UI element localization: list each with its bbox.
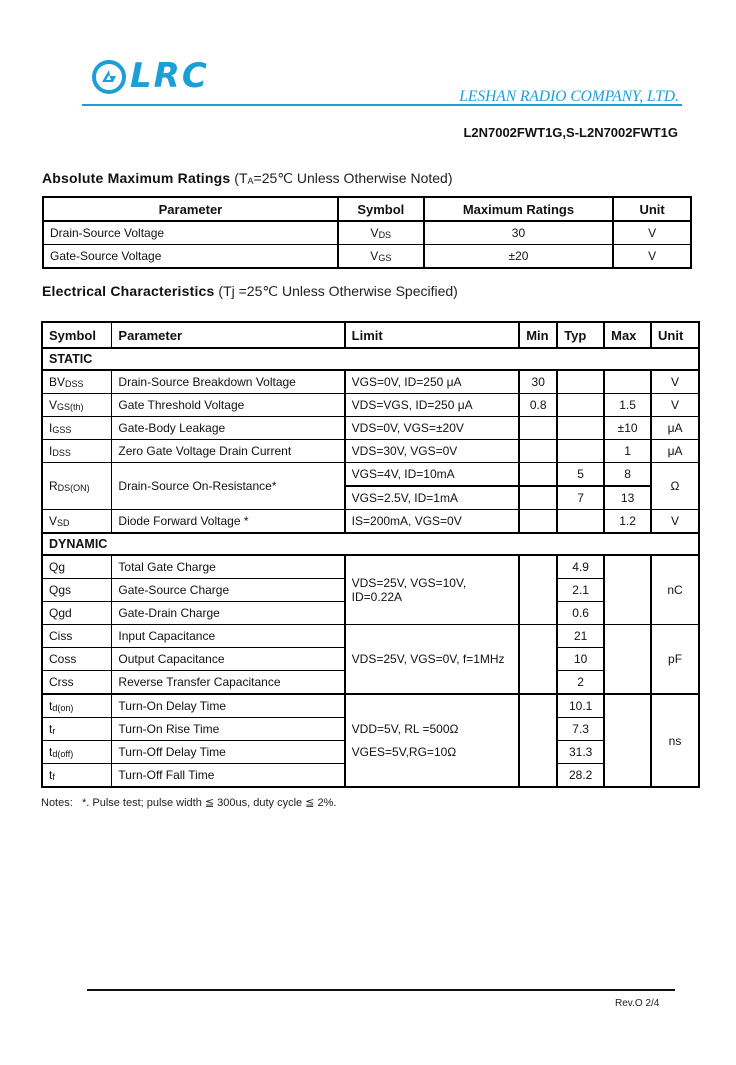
header-min: Min bbox=[519, 322, 557, 348]
limit-cell: VDS=0V, VGS=±20V bbox=[345, 417, 520, 440]
header-unit: Unit bbox=[651, 322, 699, 348]
table-row bbox=[42, 555, 699, 579]
symbol-cell: $V_{GS}$ bbox=[338, 245, 424, 269]
typ-cell: 4.9 bbox=[557, 555, 604, 579]
max-cell: 13 bbox=[604, 486, 651, 510]
parameter-cell: Drain-Source Voltage bbox=[43, 221, 338, 245]
table-row bbox=[42, 694, 699, 718]
symbol-cell: $V_{GS(th)}$ bbox=[42, 394, 112, 417]
logo-text: LRC bbox=[130, 56, 209, 96]
parameter-cell: Gate-Source Voltage bbox=[43, 245, 338, 269]
min-cell bbox=[519, 694, 557, 787]
table-row bbox=[42, 625, 699, 648]
parameter-cell: Turn-On Delay Time bbox=[112, 694, 345, 718]
symbol-cell: $R_{DS(ON)}$ bbox=[42, 463, 112, 510]
symbol-cell: $t_r$ bbox=[42, 718, 112, 741]
table-row bbox=[42, 463, 699, 487]
value-cell: ±20 bbox=[424, 245, 613, 269]
parameter-cell: Reverse Transfer Capacitance bbox=[112, 671, 345, 695]
table-header-row bbox=[42, 322, 699, 348]
part-number: L2N7002FWT1G,S-L2N7002FWT1G bbox=[463, 125, 678, 140]
symbol-cell: $t_f$ bbox=[42, 764, 112, 788]
parameter-cell: Output Capacitance bbox=[112, 648, 345, 671]
limit-cell bbox=[345, 694, 520, 787]
lrc-logo bbox=[92, 58, 222, 100]
parameter-cell: Total Gate Charge bbox=[112, 555, 345, 579]
min-cell bbox=[519, 463, 557, 487]
unit-cell: V bbox=[651, 510, 699, 534]
table-row bbox=[42, 440, 699, 463]
unit-cell: V bbox=[651, 370, 699, 394]
table-row bbox=[42, 510, 699, 534]
table-row bbox=[42, 370, 699, 394]
value-cell: 30 bbox=[424, 221, 613, 245]
typ-cell bbox=[557, 510, 604, 534]
parameter-cell: Gate-Source Charge bbox=[112, 579, 345, 602]
parameter-cell: Diode Forward Voltage * bbox=[112, 510, 345, 534]
typ-cell: 2.1 bbox=[557, 579, 604, 602]
max-cell: 1 bbox=[604, 440, 651, 463]
table-row bbox=[42, 417, 699, 440]
limit-cell: IS=200mA, VGS=0V bbox=[345, 510, 520, 534]
typ-cell bbox=[557, 370, 604, 394]
parameter-cell: Turn-Off Fall Time bbox=[112, 764, 345, 788]
limit-cell: VGS=4V, ID=10mA bbox=[345, 463, 520, 487]
parameter-cell: Gate-Drain Charge bbox=[112, 602, 345, 625]
electrical-table bbox=[41, 321, 700, 788]
symbol-cell: $t_{d(on)}$ bbox=[42, 694, 112, 718]
min-cell bbox=[519, 555, 557, 625]
max-cell: 1.2 bbox=[604, 510, 651, 534]
symbol-cell: $BV_{DSS}$ bbox=[42, 370, 112, 394]
typ-cell: 31.3 bbox=[557, 741, 604, 764]
typ-cell: 28.2 bbox=[557, 764, 604, 788]
symbol-cell: $V_{DS}$ bbox=[338, 221, 424, 245]
max-cell bbox=[604, 625, 651, 695]
notes bbox=[41, 796, 336, 809]
max-cell bbox=[604, 370, 651, 394]
table-header-row bbox=[43, 197, 691, 221]
header-symbol: Symbol bbox=[42, 322, 112, 348]
typ-cell bbox=[557, 440, 604, 463]
unit-cell: pF bbox=[651, 625, 699, 695]
unit-cell: μA bbox=[651, 440, 699, 463]
header-unit: Unit bbox=[613, 197, 691, 221]
parameter-cell: Gate Threshold Voltage bbox=[112, 394, 345, 417]
unit-cell: V bbox=[613, 245, 691, 269]
limit-line-2: VGES=5V,RG=10Ω bbox=[351, 744, 457, 759]
typ-cell: 0.6 bbox=[557, 602, 604, 625]
unit-cell: V bbox=[651, 394, 699, 417]
symbol-cell: Qgd bbox=[42, 602, 112, 625]
parameter-cell: Zero Gate Voltage Drain Current bbox=[112, 440, 345, 463]
absolute-max-heading: Absolute Maximum Ratings bbox=[42, 170, 231, 186]
revision-page: Rev.O 2/4 bbox=[615, 998, 660, 1009]
notes-label: Notes: bbox=[41, 797, 73, 809]
parameter-cell: Input Capacitance bbox=[112, 625, 345, 648]
typ-cell: 21 bbox=[557, 625, 604, 648]
header-limit: Limit bbox=[345, 322, 520, 348]
max-cell: 1.5 bbox=[604, 394, 651, 417]
symbol-cell: Ciss bbox=[42, 625, 112, 648]
parameter-cell: Turn-Off Delay Time bbox=[112, 741, 345, 764]
limit-cell: VDS=30V, VGS=0V bbox=[345, 440, 520, 463]
symbol-cell: $I_{DSS}$ bbox=[42, 440, 112, 463]
table-row bbox=[43, 245, 691, 269]
typ-cell bbox=[557, 394, 604, 417]
min-cell bbox=[519, 510, 557, 534]
header-symbol: Symbol bbox=[338, 197, 424, 221]
group-label-dynamic: DYNAMIC bbox=[42, 533, 699, 555]
group-row-static bbox=[42, 348, 699, 370]
min-cell bbox=[519, 486, 557, 510]
typ-cell: 2 bbox=[557, 671, 604, 695]
electrical-heading: Electrical Characteristics bbox=[42, 283, 215, 299]
limit-cell: VDS=25V, VGS=10V, ID=0.22A bbox=[345, 555, 520, 625]
typ-cell: 7 bbox=[557, 486, 604, 510]
group-row-dynamic bbox=[42, 533, 699, 555]
logo-emblem-icon bbox=[92, 60, 126, 94]
parameter-cell: Gate-Body Leakage bbox=[112, 417, 345, 440]
table-row bbox=[42, 394, 699, 417]
absolute-max-table bbox=[42, 196, 692, 269]
typ-cell bbox=[557, 417, 604, 440]
unit-cell: μA bbox=[651, 417, 699, 440]
company-name: LESHAN RADIO COMPANY, LTD. bbox=[459, 88, 679, 105]
min-cell bbox=[519, 440, 557, 463]
electrical-title bbox=[42, 283, 458, 300]
min-cell: 30 bbox=[519, 370, 557, 394]
limit-cell: VDS=25V, VGS=0V, f=1MHz bbox=[345, 625, 520, 695]
footer-rule bbox=[87, 989, 675, 991]
min-cell: 0.8 bbox=[519, 394, 557, 417]
typ-cell: 7.3 bbox=[557, 718, 604, 741]
symbol-cell: Coss bbox=[42, 648, 112, 671]
min-cell bbox=[519, 417, 557, 440]
limit-line-1: VDD=5V, RL =500Ω bbox=[351, 721, 459, 736]
notes-text: *. Pulse test; pulse width ≦ 300us, duty cycle ≦ 2%. bbox=[81, 797, 337, 809]
unit-cell: ns bbox=[651, 694, 699, 787]
symbol-cell: Qgs bbox=[42, 579, 112, 602]
unit-cell: Ω bbox=[651, 463, 699, 510]
table-row bbox=[43, 221, 691, 245]
limit-cell: VGS=2.5V, ID=1mA bbox=[345, 486, 520, 510]
max-cell: 8 bbox=[604, 463, 651, 487]
typ-cell: 10.1 bbox=[557, 694, 604, 718]
group-label-static: STATIC bbox=[42, 348, 699, 370]
parameter-cell: Drain-Source Breakdown Voltage bbox=[112, 370, 345, 394]
symbol-cell: $I_{GSS}$ bbox=[42, 417, 112, 440]
limit-cell: VDS=VGS, ID=250 μA bbox=[345, 394, 520, 417]
parameter-cell: Drain-Source On-Resistance* bbox=[112, 463, 345, 510]
unit-cell: V bbox=[613, 221, 691, 245]
unit-cell: nC bbox=[651, 555, 699, 625]
electrical-condition: (Tj =25℃ Unless Otherwise Specified) bbox=[218, 283, 458, 299]
header-max: Max bbox=[604, 322, 651, 348]
typ-cell: 10 bbox=[557, 648, 604, 671]
max-cell bbox=[604, 555, 651, 625]
header-parameter: Parameter bbox=[112, 322, 345, 348]
max-cell bbox=[604, 694, 651, 787]
min-cell bbox=[519, 625, 557, 695]
symbol-cell: Qg bbox=[42, 555, 112, 579]
header-max-ratings: Maximum Ratings bbox=[424, 197, 613, 221]
absolute-max-title bbox=[42, 170, 453, 187]
max-cell: ±10 bbox=[604, 417, 651, 440]
limit-cell: VGS=0V, ID=250 μA bbox=[345, 370, 520, 394]
header-typ: Typ bbox=[557, 322, 604, 348]
absolute-max-condition: ($T_A=25℃$ Unless Otherwise Noted) bbox=[234, 170, 453, 186]
symbol-cell: Crss bbox=[42, 671, 112, 695]
symbol-cell: $V_{SD}$ bbox=[42, 510, 112, 534]
symbol-cell: $t_{d(off)}$ bbox=[42, 741, 112, 764]
parameter-cell: Turn-On Rise Time bbox=[112, 718, 345, 741]
typ-cell: 5 bbox=[557, 463, 604, 487]
header-parameter: Parameter bbox=[43, 197, 338, 221]
